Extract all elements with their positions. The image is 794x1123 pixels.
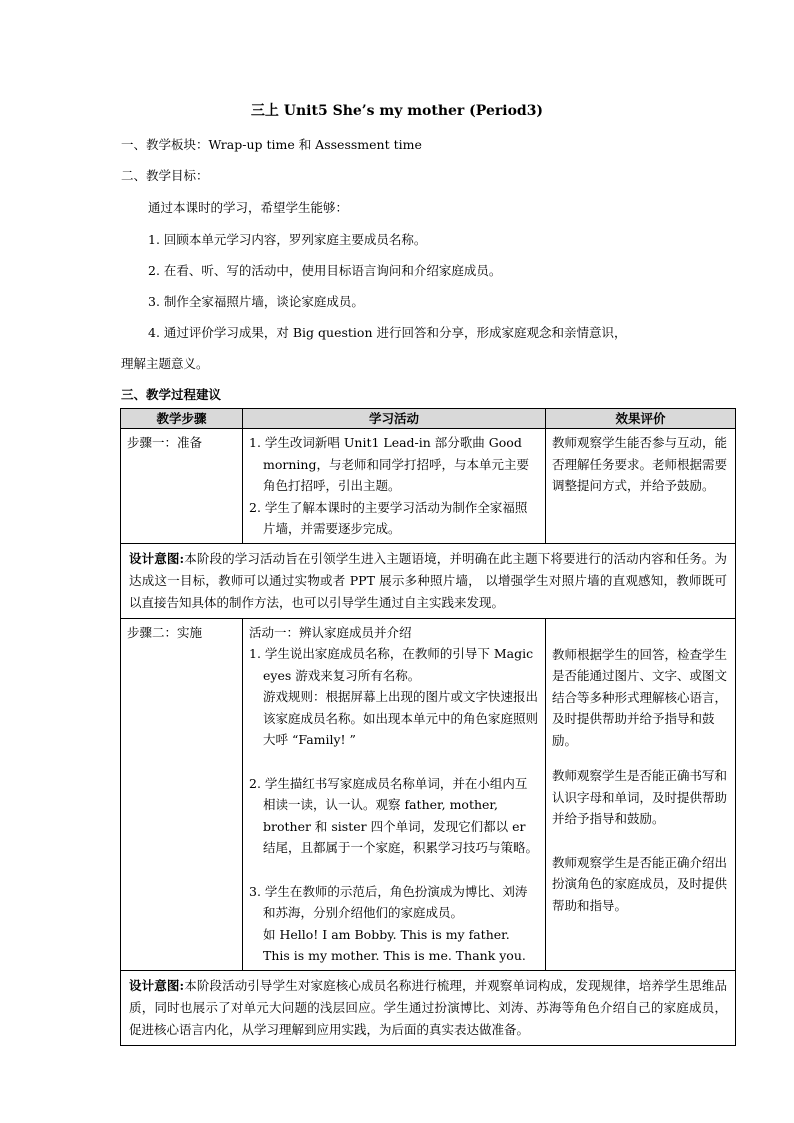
step2-evaluations — [546, 618, 736, 970]
header-evaluation: 效果评价 — [546, 409, 736, 429]
objective-3: 3. 制作全家福照片墙，谈论家庭成员。 — [148, 294, 364, 309]
step2-evaluation-3: 教师观察学生是否能正确介绍出扮演角色的家庭成员，及时提供帮助和指导。 — [552, 854, 728, 913]
header-activity: 学习活动 — [243, 409, 546, 429]
step2-activity-1: 1. 学生说出家庭成员名称，在教师的引导下 Magic eyes 游戏来复习所有名称。 — [249, 646, 534, 683]
step2-activity-title: 活动一：辨认家庭成员并介绍 — [249, 624, 412, 640]
objective-1: 1. 回顾本单元学习内容，罗列家庭主要成员名称。 — [148, 232, 427, 247]
objective-2: 2. 在看、听、写的活动中，使用目标语言询问和介绍家庭成员。 — [148, 263, 502, 278]
step1-activity-2: 2. 学生了解本课时的主要学习活动为制作全家福照片墙，并需要逐步完成。 — [249, 499, 528, 536]
design-intent-1-text: 本阶段的学习活动旨在引领学生进入主题语境，并明确在此主题下将要进行的活动内容和任务。为达成这一目标，教师可以通过实物或者 PPT 展示多种照片墙， 以增强学生对照片墙的直观感知，教师既可以直接告知具体的制作方法，也可以引导学生通过自主实践来发现。 — [129, 550, 727, 610]
design-intent-2-text: 本阶段活动引导学生对家庭核心成员名称进行梳理，并观察单词构成，发现规律，培养学生思维品质，同时也展示了对单元大问题的浅层回应。学生通过扮演博比、刘涛、苏海等角色介绍自己的家庭成员，促进核心语言内化，从学习理解到应用实践，为后面的真实表达做准备。 — [129, 977, 727, 1037]
section-process-heading: 三、教学过程建议 — [121, 387, 222, 402]
table-row-step1 — [121, 429, 736, 544]
step2-activity-2: 2. 学生描红书写家庭成员名称单词，并在小组内互相读一读，认一认。观察 father, mother, brother 和 sister 四个单词，发现它们都以 er 结尾，且都属于一个家庭，积累学习技巧与策略。 — [249, 775, 539, 855]
table-row-design2 — [121, 970, 736, 1045]
design-intent-2 — [121, 970, 736, 1045]
design-intent-1 — [121, 543, 736, 618]
step2-name: 步骤二：实施 — [121, 618, 243, 970]
step2-evaluation-1: 教师根据学生的回答，检查学生是否能通过图片、文字、或图文结合等多种形式理解核心语言，及时提供帮助并给予指导和鼓励。 — [552, 646, 728, 748]
step2-evaluation-2: 教师观察学生是否能正确书写和认识字母和单词，及时提供帮助并给予指导和鼓励。 — [552, 768, 728, 826]
step1-name: 步骤一：准备 — [121, 429, 243, 544]
objective-4-continued: 理解主题意义。 — [121, 356, 209, 371]
step1-activity-1: 1. 学生改词新唱 Unit1 Lead-in 部分歌曲 Good morning，与老师和同学打招呼，与本单元主要角色打招呼，引出主题。 — [249, 435, 529, 493]
teaching-process-table — [120, 408, 736, 1046]
step1-activities — [243, 429, 546, 544]
document-title: 三上 Unit5 She’s my mother (Period3) — [250, 103, 544, 119]
objectives-intro: 通过本课时的学习，希望学生能够： — [148, 200, 349, 215]
step2-activity-3-example: 如 Hello! I am Bobby. This is my father. This is my mother. This is me. Thank you. — [263, 926, 526, 963]
step2-game-rule: 游戏规则：根据屏幕上出现的图片或文字快速报出该家庭成员名称。如出现本单元中的角色家庭照则大呼 “Family! ” — [263, 689, 539, 747]
step2-activities — [243, 618, 546, 970]
section-objectives-heading: 二、教学目标： — [121, 168, 209, 183]
design-intent-1-label: 设计意图: — [129, 550, 185, 566]
table-row-step2 — [121, 618, 736, 970]
step1-evaluation: 教师观察学生能否参与互动，能否理解任务要求。老师根据需要调整提问方式，并给予鼓励。 — [546, 429, 736, 544]
section-teaching-block: 一、教学板块：Wrap-up time 和 Assessment time — [121, 137, 422, 152]
header-step: 教学步骤 — [121, 409, 243, 429]
step2-activity-3: 3. 学生在教师的示范后，角色扮演成为博比、刘涛和苏海，分别介绍他们的家庭成员。 — [249, 883, 528, 920]
design-intent-2-label: 设计意图: — [129, 977, 185, 993]
objective-4: 4. 通过评价学习成果，对 Big question 进行回答和分享，形成家庭观念和亲情意识， — [148, 325, 627, 340]
table-header-row — [121, 409, 736, 429]
table-row-design1 — [121, 543, 736, 618]
